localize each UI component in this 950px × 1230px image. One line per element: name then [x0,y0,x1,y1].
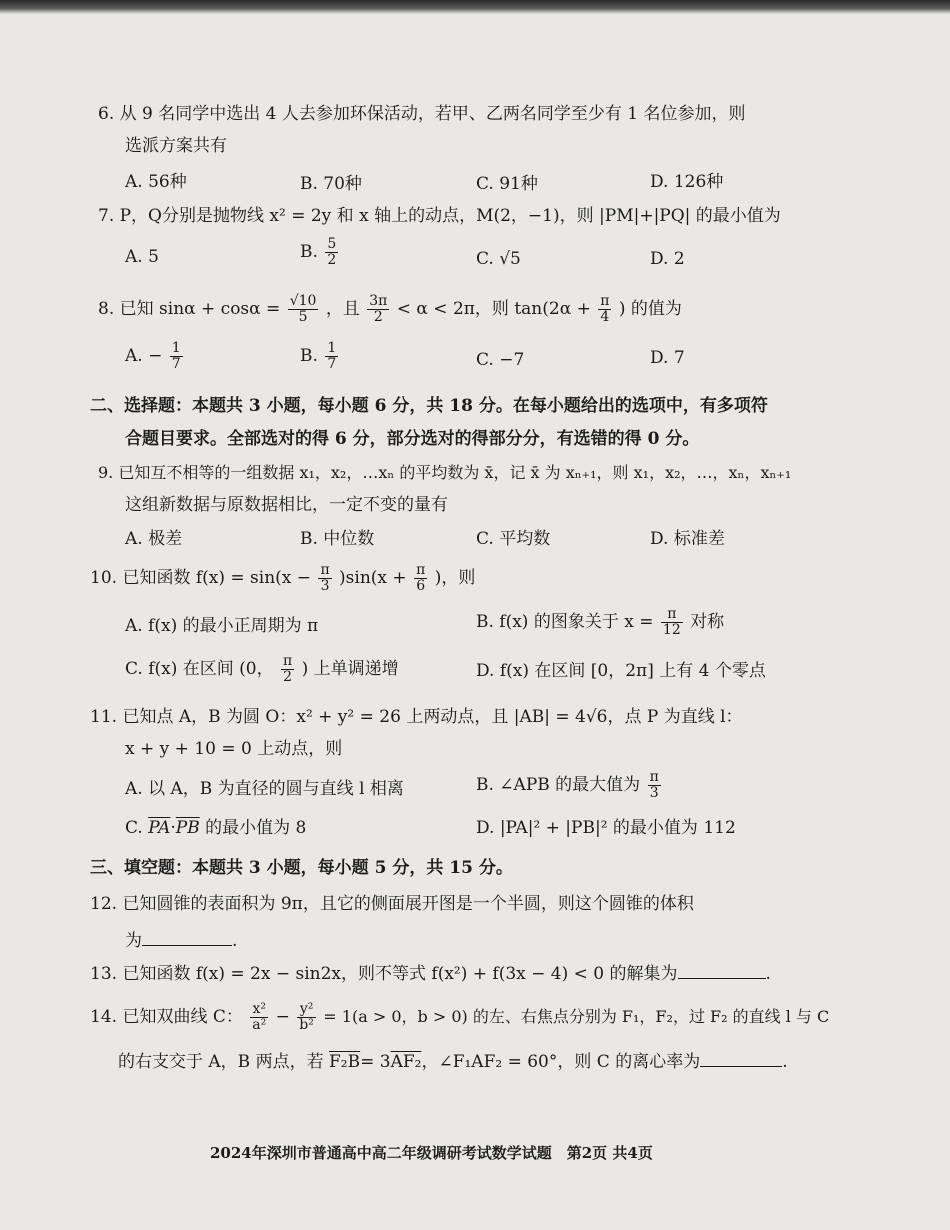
section-2-heading-line2: 合题目要求。全部选对的得 6 分，部分选对的得部分分，有选错的得 0 分。 [125,429,700,449]
fraction-denominator: a² [252,1017,267,1033]
q14-line2-pre: 的右支交于 A，B 两点，若 [118,1052,324,1072]
q9-option-d: D. 标准差 [650,529,725,549]
q10-part3: )，则 [434,568,476,588]
section-3-heading: 三、填空题：本题共 3 小题，每小题 5 分，共 15 分。 [90,858,513,878]
q7-option-b-label: B. [300,242,318,262]
q14-fraction-1 [250,1002,268,1033]
fraction-denominator: 6 [416,578,426,594]
q8-fraction-2 [367,294,389,325]
q11-option-b [476,770,663,801]
q10-option-c-fraction [281,654,294,685]
q10-option-b-fraction [661,607,683,638]
dot-operator: · [170,818,176,838]
q14-part1: 14. 已知双曲线 C： [90,1007,243,1027]
fraction-denominator: 7 [327,356,337,372]
q8-option-d: D. 7 [650,348,685,368]
q8-option-b-fraction [325,341,338,372]
fraction-numerator: √10 [289,293,317,309]
q10-stem [90,563,475,594]
q13-stem: 13. 已知函数 f(x) = 2x − sin2x，则不等式 f(x²) + f(3x − 4) < 0 的解集为 [90,964,678,984]
q10-option-c-part2: ) 上单调递增 [301,659,399,679]
q10-part1: 10. 已知函数 f(x) = sin(x − [90,568,312,588]
q11-option-c-rest: 的最小值为 8 [205,818,307,838]
section-2-heading: 二、选择题：本题共 3 小题，每小题 6 分，共 18 分。在每小题给出的选项中，有多项符 [90,396,768,416]
q7-option-b-fraction [325,237,338,268]
fraction-denominator: 12 [662,622,681,638]
q8-part2: ，且 [325,299,360,319]
fraction-denominator: 7 [171,356,181,372]
q9-option-c: C. 平均数 [476,529,551,549]
fraction-numerator: π [283,653,293,669]
q10-fraction-2 [414,563,427,594]
q6-option-a: A. 56种 [125,172,187,192]
q12-line1: 12. 已知圆锥的表面积为 9π，且它的侧面展开图是一个半圆，则这个圆锥的体积 [90,894,694,914]
q8-fraction-3 [598,294,611,325]
fraction-numerator: 5 [327,236,337,252]
q8-part3: < α < 2π，则 tan(2α + [396,299,591,319]
q10-option-c [125,654,399,685]
q8-part1: 8. 已知 sinα + cosα = [98,299,281,319]
fraction-denominator: 4 [600,309,610,325]
q14-line2 [118,1050,788,1073]
q10-option-c-part1: C. f(x) 在区间 (0， [125,659,274,679]
q6-option-b: B. 70种 [300,174,362,194]
vector-f2b: F₂B [328,1052,361,1072]
q14-equals: = 3 [360,1052,391,1072]
q7-option-d: D. 2 [650,249,685,269]
q7-option-a: A. 5 [125,247,159,267]
fraction-denominator: 3 [320,578,330,594]
q9-option-b: B. 中位数 [300,529,375,549]
q10-part2: )sin(x + [339,568,407,588]
q8-option-b-label: B. [300,346,318,366]
q9-line2: 这组新数据与原数据相比，一定不变的量有 [125,495,448,515]
q8-option-b [300,341,340,372]
q13-answer-blank[interactable] [678,962,766,979]
q10-fraction-1 [318,563,331,594]
q8-stem [98,294,682,325]
q10-option-d: D. f(x) 在区间 [0，2π] 上有 4 个零点 [476,661,766,681]
q8-fraction-1 [288,294,319,325]
fraction-numerator: y² [297,1002,316,1018]
fraction-numerator: π [649,769,659,785]
q6-line2: 选派方案共有 [125,136,227,156]
q11-option-c [125,817,306,839]
q14-part2: − [275,1007,290,1027]
q8-part4: ) 的值为 [618,299,682,319]
q14-answer-blank[interactable] [700,1050,782,1067]
fraction-numerator: x² [250,1002,268,1018]
q8-option-a-label: A. − [125,346,163,366]
q6-option-c: C. 91种 [476,174,538,194]
fraction-denominator: 3 [649,785,659,801]
q14-line2-mid: ，∠F₁AF₂ = 60°，则 C 的离心率为 [421,1052,701,1072]
q14-fraction-2 [297,1002,316,1033]
q7-option-b [300,237,340,268]
q13 [90,962,771,985]
vector-af2: AF₂ [390,1052,422,1072]
q11-option-d: D. |PA|² + |PB|² 的最小值为 112 [476,818,736,838]
fraction-denominator: 2 [373,309,383,325]
q13-post: . [765,964,771,984]
vector-pa: $\overline{PA}$ [148,818,171,838]
q11-line2: x + y + 10 = 0 上动点，则 [125,739,343,759]
q11-option-c-label: C. [125,818,143,838]
fraction-denominator: b² [299,1017,314,1033]
q10-option-a: A. f(x) 的最小正周期为 π [125,616,319,636]
q12-line2 [125,929,237,952]
q6-option-d: D. 126种 [650,172,724,192]
fraction-numerator: 3π [369,293,388,309]
q9-line1: 9. 已知互不相等的一组数据 x₁，x₂，…xₙ 的平均数为 x̄，记 x̄ 为 xₙ₊₁，则 x₁，x₂，…，xₙ，xₙ₊₁ [98,463,792,482]
q10-option-b-part2: 对称 [690,612,725,632]
fraction-numerator: π [661,607,683,623]
q11-option-b-part1: B. ∠APB 的最大值为 [476,775,641,795]
q14-line2-post: . [782,1052,788,1072]
q10-option-b-part1: B. f(x) 的图象关于 x = [476,612,654,632]
q9-option-a: A. 极差 [125,529,183,549]
fraction-numerator: π [416,562,426,578]
fraction-numerator: 1 [327,340,337,356]
q8-option-c: C. −7 [476,350,525,370]
q12-answer-blank[interactable] [142,929,232,946]
q7-option-c: C. √5 [476,249,521,269]
q10-option-b [476,607,724,638]
fraction-numerator: π [600,293,610,309]
fraction-numerator: π [320,562,330,578]
q11-option-a: A. 以 A，B 为直径的圆与直线 l 相离 [125,779,404,799]
q14-line1 [90,1002,829,1033]
q12-line2-pre: 为 [125,931,142,951]
q6-line1: 6. 从 9 名同学中选出 4 人去参加环保活动，若甲、乙两名同学至少有 1 名位参加，则 [98,104,746,124]
fraction-numerator: 1 [171,340,181,356]
fraction-denominator: 2 [283,669,293,685]
fraction-denominator: 5 [298,309,308,325]
q14-part3: = 1(a > 0，b > 0) 的左、右焦点分别为 F₁，F₂，过 F₂ 的直线 l 与 C [323,1007,830,1026]
page-footer: 2024年深圳市普通高中高二年级调研考试数学试题 第2页 共4页 [210,1144,653,1162]
q11-line1: 11. 已知点 A，B 为圆 O：x² + y² = 26 上两动点，且 |AB| = 4√6，点 P 为直线 l： [90,707,743,727]
q8-option-a-fraction [170,341,183,372]
fraction-denominator: 2 [327,252,337,268]
q8-option-a [125,341,185,372]
vector-pb: $\overline{PB}$ [175,818,200,838]
q12-line2-post: . [232,931,238,951]
q11-option-b-fraction [648,770,661,801]
q7-stem: 7. P，Q分别是抛物线 x² = 2y 和 x 轴上的动点，M(2，−1)，则 |PM|+|PQ| 的最小值为 [98,206,781,226]
